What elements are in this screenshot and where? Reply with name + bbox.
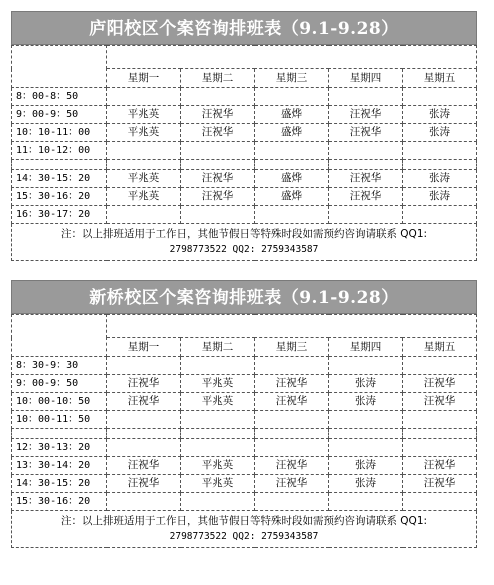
counselor-cell: 汪祝华 xyxy=(107,393,181,411)
counselor-cell xyxy=(403,206,477,224)
counselor-cell: 张涛 xyxy=(403,124,477,142)
day-header: 星期四 xyxy=(329,338,403,357)
counselor-cell xyxy=(107,160,181,170)
time-slot-row xyxy=(12,439,477,457)
day-header: 星期一 xyxy=(107,69,181,88)
counselor-cell xyxy=(255,160,329,170)
day-header: 星期一 xyxy=(107,338,181,357)
counselor-cell xyxy=(107,357,181,375)
time-slot-row xyxy=(12,411,477,429)
counselor-cell: 汪祝华 xyxy=(403,375,477,393)
counselor-cell xyxy=(181,206,255,224)
counselor-cell: 汪祝华 xyxy=(329,170,403,188)
counselor-cell xyxy=(329,206,403,224)
xinqiao-schedule xyxy=(11,280,477,548)
counselor-cell xyxy=(255,206,329,224)
time-slot-cell: 16：30-17：20 xyxy=(12,206,107,224)
time-slot-cell: 15：30-16：20 xyxy=(12,188,107,206)
time-slot-row xyxy=(12,206,477,224)
schedule-title: 庐阳校区个案咨询排班表（9.1-9.28） xyxy=(11,11,477,45)
counselor-cell: 汪祝华 xyxy=(181,170,255,188)
counselor-cell: 汪祝华 xyxy=(181,124,255,142)
counselor-cell xyxy=(181,439,255,457)
counselor-cell xyxy=(181,88,255,106)
footnote-line: 注：以上排班适用于工作日，其他节假日等特殊时段如需预约咨询请联系 QQ1: xyxy=(60,515,428,527)
counselor-cell: 汪祝华 xyxy=(181,106,255,124)
counselor-cell: 汪祝华 xyxy=(255,475,329,493)
counselor-cell: 张涛 xyxy=(329,375,403,393)
day-header: 星期五 xyxy=(403,338,477,357)
counselor-cell xyxy=(329,357,403,375)
counselor-cell: 张涛 xyxy=(329,475,403,493)
time-slot-row xyxy=(12,142,477,160)
counselor-cell xyxy=(255,411,329,429)
counselor-cell xyxy=(181,142,255,160)
counselor-cell: 汪祝华 xyxy=(403,475,477,493)
counselor-cell xyxy=(403,88,477,106)
counselor-cell xyxy=(107,88,181,106)
time-slot-row xyxy=(12,106,477,124)
day-header: 星期三 xyxy=(255,338,329,357)
footnote-contact: 2798773522 QQ2: 2759343587 xyxy=(169,244,319,255)
counselor-cell: 平兆英 xyxy=(107,170,181,188)
time-slot-cell: 12：30-13：20 xyxy=(12,439,107,457)
counselor-cell: 张涛 xyxy=(403,106,477,124)
counselor-cell: 汪祝华 xyxy=(107,375,181,393)
counselor-cell xyxy=(255,429,329,439)
time-slot-cell: 8：30-9：30 xyxy=(12,357,107,375)
counselor-cell xyxy=(329,429,403,439)
counselor-cell: 汪祝华 xyxy=(107,475,181,493)
counselor-cell: 盛烨 xyxy=(255,188,329,206)
counselor-cell xyxy=(403,493,477,511)
time-slot-cell xyxy=(12,160,107,170)
day-header: 星期二 xyxy=(181,69,255,88)
counselor-cell xyxy=(181,411,255,429)
time-slot-cell: 9：00-9：50 xyxy=(12,106,107,124)
header-blank-cell xyxy=(107,315,477,338)
counselor-cell xyxy=(181,493,255,511)
counselor-cell: 盛烨 xyxy=(255,170,329,188)
footnote-contact: 2798773522 QQ2: 2759343587 xyxy=(169,531,319,542)
counselor-cell xyxy=(403,357,477,375)
time-slot-row xyxy=(12,493,477,511)
time-slot-cell: 8：00-8：50 xyxy=(12,88,107,106)
time-slot-row xyxy=(12,475,477,493)
counselor-cell xyxy=(329,142,403,160)
counselor-cell xyxy=(255,142,329,160)
counselor-cell: 汪祝华 xyxy=(329,124,403,142)
time-slot-cell: 9：00-9：50 xyxy=(12,375,107,393)
counselor-cell: 平兆英 xyxy=(181,475,255,493)
counselor-cell xyxy=(255,493,329,511)
time-slot-row xyxy=(12,170,477,188)
time-slot-cell: 14：30-15：20 xyxy=(12,170,107,188)
counselor-cell: 汪祝华 xyxy=(403,457,477,475)
counselor-cell: 平兆英 xyxy=(181,375,255,393)
counselor-cell xyxy=(107,206,181,224)
counselor-cell xyxy=(329,88,403,106)
counselor-cell xyxy=(329,160,403,170)
day-header: 星期三 xyxy=(255,69,329,88)
counselor-cell xyxy=(255,357,329,375)
counselor-cell xyxy=(329,493,403,511)
day-header: 星期四 xyxy=(329,69,403,88)
counselor-cell xyxy=(403,411,477,429)
counselor-cell: 平兆英 xyxy=(107,124,181,142)
counselor-cell xyxy=(403,160,477,170)
counselor-cell: 汪祝华 xyxy=(403,393,477,411)
counselor-cell: 汪祝华 xyxy=(329,106,403,124)
counselor-cell xyxy=(329,411,403,429)
schedule-title: 新桥校区个案咨询排班表（9.1-9.28） xyxy=(11,280,477,314)
header-blank-cell xyxy=(107,46,477,69)
time-slot-row xyxy=(12,124,477,142)
counselor-cell xyxy=(181,429,255,439)
break-row xyxy=(12,429,477,439)
counselor-cell xyxy=(107,429,181,439)
time-slot-cell: 11：10-12：00 xyxy=(12,142,107,160)
time-slot-cell: 14：30-15：20 xyxy=(12,475,107,493)
time-slot-cell: 10：00-10：50 xyxy=(12,393,107,411)
time-slot-cell: 10：10-11：00 xyxy=(12,124,107,142)
corner-cell xyxy=(12,46,107,88)
footnote xyxy=(12,224,477,261)
counselor-cell: 平兆英 xyxy=(107,106,181,124)
time-slot-cell xyxy=(12,429,107,439)
footnote xyxy=(12,511,477,548)
counselor-cell xyxy=(255,88,329,106)
schedule-table xyxy=(11,314,477,548)
counselor-cell: 平兆英 xyxy=(107,188,181,206)
luyang-schedule xyxy=(11,11,477,261)
counselor-cell: 汪祝华 xyxy=(181,188,255,206)
time-slot-row xyxy=(12,393,477,411)
counselor-cell xyxy=(181,160,255,170)
time-slot-row xyxy=(12,457,477,475)
counselor-cell xyxy=(403,142,477,160)
day-header: 星期二 xyxy=(181,338,255,357)
counselor-cell xyxy=(181,357,255,375)
counselor-cell: 汪祝华 xyxy=(255,393,329,411)
counselor-cell xyxy=(107,439,181,457)
counselor-cell: 汪祝华 xyxy=(255,457,329,475)
day-header: 星期五 xyxy=(403,69,477,88)
time-slot-row xyxy=(12,188,477,206)
counselor-cell: 平兆英 xyxy=(181,457,255,475)
time-slot-cell: 10：00-11：50 xyxy=(12,411,107,429)
time-slot-row xyxy=(12,375,477,393)
corner-cell xyxy=(12,315,107,357)
counselor-cell: 张涛 xyxy=(403,188,477,206)
counselor-cell xyxy=(403,429,477,439)
counselor-cell: 盛烨 xyxy=(255,106,329,124)
time-slot-cell: 13：30-14：20 xyxy=(12,457,107,475)
counselor-cell: 盛烨 xyxy=(255,124,329,142)
counselor-cell xyxy=(107,411,181,429)
break-row xyxy=(12,160,477,170)
time-slot-cell: 15：30-16：20 xyxy=(12,493,107,511)
counselor-cell: 张涛 xyxy=(329,457,403,475)
counselor-cell xyxy=(107,142,181,160)
time-slot-row xyxy=(12,88,477,106)
counselor-cell: 平兆英 xyxy=(181,393,255,411)
counselor-cell: 汪祝华 xyxy=(255,375,329,393)
counselor-cell: 汪祝华 xyxy=(329,188,403,206)
counselor-cell: 汪祝华 xyxy=(107,457,181,475)
footnote-line: 注：以上排班适用于工作日，其他节假日等特殊时段如需预约咨询请联系 QQ1: xyxy=(60,228,428,240)
schedule-table xyxy=(11,45,477,261)
counselor-cell xyxy=(107,493,181,511)
counselor-cell xyxy=(329,439,403,457)
counselor-cell xyxy=(255,439,329,457)
counselor-cell: 张涛 xyxy=(403,170,477,188)
counselor-cell xyxy=(403,439,477,457)
time-slot-row xyxy=(12,357,477,375)
counselor-cell: 张涛 xyxy=(329,393,403,411)
